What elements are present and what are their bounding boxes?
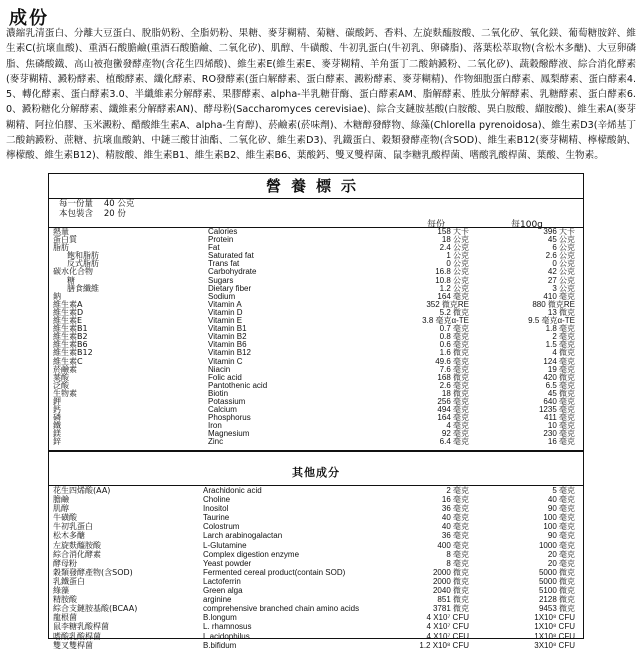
label-en: Pantothenic acid xyxy=(208,380,268,390)
label-zh: 綜合支鏈胺基酸(BCAA) xyxy=(53,604,138,614)
value-per-100g: 9453 微克 xyxy=(538,604,575,614)
value-per-serving: 3781 微克 xyxy=(432,604,469,614)
value-per-serving: 494 毫克 xyxy=(437,405,469,415)
label-en: Yeast powder xyxy=(203,558,252,568)
value-per-100g: 6 公克 xyxy=(552,243,575,253)
value-per-100g: 16 毫克 xyxy=(547,437,575,447)
label-zh: 蛋白質 xyxy=(53,235,77,245)
value-per-100g: 45 公克 xyxy=(547,235,575,245)
value-per-serving: 16 毫克 xyxy=(441,495,469,505)
ingredients-title: 成份 xyxy=(9,8,49,29)
value-per-100g: 9.5 毫克α-TE xyxy=(528,316,575,326)
label-zh: 菸鹼素 xyxy=(53,364,77,374)
label-zh: 鎂 xyxy=(53,429,61,439)
value-per-serving: 2.6 毫克 xyxy=(439,380,469,390)
label-en: comprehensive branched chain amino acids xyxy=(203,604,360,614)
label-zh: 糖 xyxy=(67,275,75,285)
table-row xyxy=(49,301,583,309)
value-per-serving: 0 公克 xyxy=(446,259,469,269)
value-per-100g: 3X10⁸ CFU xyxy=(534,640,575,650)
value-per-serving: 1.6 微克 xyxy=(439,348,469,358)
value-per-serving: 3.8 毫克α-TE xyxy=(422,316,469,326)
label-en: Phosphorus xyxy=(208,413,251,423)
label-zh: 鐵 xyxy=(53,421,61,431)
label-zh: 泛酸 xyxy=(53,380,69,390)
label-en: B.longum xyxy=(203,613,237,623)
label-en: Sodium xyxy=(208,291,236,301)
label-zh: 綠藻 xyxy=(53,586,69,596)
table-row xyxy=(49,333,583,341)
value-per-100g: 396 大卡 xyxy=(543,227,575,236)
label-zh: 鋅 xyxy=(53,437,61,447)
table-row xyxy=(49,260,583,268)
value-per-serving: 2000 微克 xyxy=(432,567,469,577)
nutrition-title: 營養標示 xyxy=(49,174,583,199)
value-per-100g: 2128 微克 xyxy=(538,595,575,605)
label-en: arginine xyxy=(203,595,232,605)
value-per-100g: 410 毫克 xyxy=(543,291,575,301)
table-row xyxy=(49,422,583,430)
table-row xyxy=(49,559,583,568)
label-zh: 維生素B6 xyxy=(53,340,88,350)
table-row xyxy=(49,228,583,236)
serving-info xyxy=(59,200,134,219)
label-en: Protein xyxy=(208,235,234,245)
label-zh: 雙叉雙桿菌 xyxy=(53,640,93,650)
label-zh: 維生素B12 xyxy=(53,348,93,358)
serving-size-label: 每一份量 xyxy=(59,199,94,209)
label-zh: 鈣 xyxy=(53,405,61,415)
value-per-100g: 1.5 毫克 xyxy=(545,340,575,350)
label-en: Calories xyxy=(208,227,238,236)
table-row xyxy=(49,613,583,622)
label-zh: 龍根菌 xyxy=(53,613,77,623)
label-en: Biotin xyxy=(208,388,229,398)
label-zh: 鼠李糖乳酸桿菌 xyxy=(53,622,109,632)
value-per-100g: 5100 微克 xyxy=(538,586,575,596)
value-per-100g: 1.8 毫克 xyxy=(545,324,575,334)
value-per-100g: 90 毫克 xyxy=(547,531,575,541)
label-en: Arachidonic acid xyxy=(203,486,262,495)
table-row xyxy=(49,285,583,293)
nutrition-panel xyxy=(48,173,584,650)
value-per-serving: 40 毫克 xyxy=(441,522,469,532)
label-en: Vitamin C xyxy=(208,356,243,366)
value-per-100g: 10 毫克 xyxy=(547,421,575,431)
value-per-100g: 2.6 公克 xyxy=(545,251,575,261)
table-row xyxy=(49,632,583,641)
servings-line xyxy=(59,210,134,220)
value-per-100g: 27 公克 xyxy=(547,275,575,285)
label-zh: 牛初乳蛋白 xyxy=(53,522,93,532)
label-zh: 酵母粉 xyxy=(53,558,77,568)
label-zh: 熱量 xyxy=(53,227,69,236)
table-row xyxy=(49,341,583,349)
table-row xyxy=(49,550,583,559)
label-en: Magnesium xyxy=(208,429,250,439)
table-row xyxy=(49,277,583,285)
value-per-serving: 8 毫克 xyxy=(446,549,469,559)
label-zh: 精胺酸 xyxy=(53,595,77,605)
value-per-serving: 7.6 毫克 xyxy=(439,364,469,374)
value-per-serving: 164 毫克 xyxy=(437,413,469,423)
value-per-100g: 42 公克 xyxy=(547,267,575,277)
table-row xyxy=(49,414,583,422)
label-en: Vitamin B1 xyxy=(208,324,247,334)
value-per-serving: 168 微克 xyxy=(437,372,469,382)
label-en: Zinc xyxy=(208,437,224,447)
table-row xyxy=(49,604,583,613)
value-per-serving: 256 毫克 xyxy=(437,396,469,406)
label-zh: 維生素D xyxy=(53,307,84,317)
label-en: Sugars xyxy=(208,275,234,285)
value-per-100g: 1X10⁸ CFU xyxy=(534,622,575,632)
value-per-serving: 1.2 X10⁸ CFU xyxy=(419,640,469,650)
label-zh: 花生四烯酸(AA) xyxy=(53,486,111,495)
label-en: Calcium xyxy=(208,405,237,415)
table-row xyxy=(49,486,583,495)
label-zh: 維生素A xyxy=(53,299,83,309)
value-per-100g: 1X10⁸ CFU xyxy=(534,613,575,623)
value-per-serving: 851 微克 xyxy=(437,595,469,605)
table-row xyxy=(49,438,583,446)
value-per-serving: 352 微克RE xyxy=(426,299,469,309)
value-per-100g: 420 微克 xyxy=(543,372,575,382)
label-en: L-Glutamine xyxy=(203,540,247,550)
label-zh: 維生素C xyxy=(53,356,83,366)
value-per-100g: 411 毫克 xyxy=(544,413,575,423)
col-per-100g-header: 每100g xyxy=(511,220,543,230)
label-en: Fat xyxy=(208,243,220,253)
value-per-100g: 640 毫克 xyxy=(543,396,575,406)
nutrition-rows xyxy=(49,227,583,447)
label-en: L.acidophilus xyxy=(203,631,250,641)
table-row xyxy=(49,349,583,357)
value-per-serving: 2.4 公克 xyxy=(439,243,469,253)
label-en: Choline xyxy=(203,495,231,505)
value-per-100g: 124 毫克 xyxy=(543,356,575,366)
label-zh: 左旋麩醯胺酸 xyxy=(53,540,101,550)
table-row xyxy=(49,325,583,333)
value-per-100g: 880 微克RE xyxy=(532,299,575,309)
value-per-serving: 4 X10⁷ CFU xyxy=(426,631,469,641)
label-en: Saturated fat xyxy=(208,251,254,261)
label-zh: 維生素E xyxy=(53,316,83,326)
other-title: 其他成分 xyxy=(292,466,340,479)
value-per-100g: 2 毫克 xyxy=(552,332,575,342)
table-row xyxy=(49,244,583,252)
label-en: Niacin xyxy=(208,364,231,374)
label-en: Carbohydrate xyxy=(208,267,257,277)
table-row xyxy=(49,513,583,522)
label-en: Fermented cereal product(contain SOD) xyxy=(203,567,346,577)
table-row xyxy=(49,622,583,631)
table-row xyxy=(49,309,583,317)
label-zh: 磷 xyxy=(53,413,61,423)
label-zh: 脂肪 xyxy=(53,243,69,253)
col-per-serving-header: 每份 xyxy=(427,220,446,230)
value-per-100g: 1X10⁸ CFU xyxy=(534,631,575,641)
value-per-100g: 40 毫克 xyxy=(547,495,575,505)
value-per-100g: 45 微克 xyxy=(547,388,575,398)
table-row xyxy=(49,268,583,276)
table-row xyxy=(49,366,583,374)
table-row xyxy=(49,390,583,398)
label-en: Trans fat xyxy=(208,259,240,269)
value-per-100g: 1000 毫克 xyxy=(538,540,575,550)
label-zh: 綜合消化酵素 xyxy=(53,549,101,559)
label-en: Folic acid xyxy=(208,372,242,382)
label-zh: 碳水化合物 xyxy=(53,267,93,277)
value-per-100g: 4 微克 xyxy=(552,348,575,358)
value-per-100g: 20 毫克 xyxy=(547,558,575,568)
value-per-serving: 1 公克 xyxy=(446,251,469,261)
value-per-serving: 8 毫克 xyxy=(446,558,469,568)
label-en: Vitamin B2 xyxy=(208,332,247,342)
value-per-serving: 2040 微克 xyxy=(432,586,469,596)
label-en: Dietary fiber xyxy=(208,283,252,293)
value-per-serving: 6.4 毫克 xyxy=(439,437,469,447)
label-en: Vitamin B6 xyxy=(208,340,247,350)
label-en: Vitamin B12 xyxy=(208,348,251,358)
value-per-100g: 230 毫克 xyxy=(543,429,575,439)
value-per-serving: 2000 微克 xyxy=(432,576,469,586)
label-zh: 葉酸 xyxy=(53,372,69,382)
table-row xyxy=(49,641,583,650)
table-row xyxy=(49,317,583,325)
value-per-serving: 400 毫克 xyxy=(437,540,469,550)
value-per-serving: 10.8 公克 xyxy=(435,275,469,285)
value-per-serving: 92 毫克 xyxy=(441,429,469,439)
value-per-serving: 0.7 毫克 xyxy=(439,324,469,334)
table-row xyxy=(49,504,583,513)
value-per-serving: 40 毫克 xyxy=(441,513,469,523)
servings-label: 本包裝含 xyxy=(59,208,94,219)
value-per-100g: 90 毫克 xyxy=(547,504,575,514)
label-en: Vitamin E xyxy=(208,316,243,326)
label-zh: 牛磺酸 xyxy=(53,513,77,523)
table-row xyxy=(49,522,583,531)
value-per-serving: 2 毫克 xyxy=(446,486,469,495)
value-per-100g: 6.5 毫克 xyxy=(545,380,575,390)
value-per-serving: 158 大卡 xyxy=(437,227,469,236)
table-row xyxy=(49,595,583,604)
table-row xyxy=(49,236,583,244)
value-per-serving: 18 公克 xyxy=(441,235,469,245)
label-en: L. rhamnosus xyxy=(203,622,252,632)
value-per-serving: 36 毫克 xyxy=(441,531,469,541)
label-zh: 鈉 xyxy=(53,291,61,301)
value-per-serving: 36 毫克 xyxy=(441,504,469,514)
value-per-100g: 19 毫克 xyxy=(547,364,575,374)
label-zh: 乳鐵蛋白 xyxy=(53,576,85,586)
table-row xyxy=(49,398,583,406)
label-en: Green alga xyxy=(203,586,243,596)
value-per-serving: 16.8 公克 xyxy=(435,267,469,277)
value-per-100g: 3 公克 xyxy=(552,283,575,293)
value-per-serving: 18 微克 xyxy=(441,388,469,398)
label-zh: 嗜酸乳酸桿菌 xyxy=(53,631,101,641)
serving-size-value: 40 公克 xyxy=(103,199,135,209)
table-row xyxy=(49,358,583,366)
label-en: Complex digestion enzyme xyxy=(203,549,300,559)
value-per-100g: 0 公克 xyxy=(552,259,575,269)
label-zh: 膽鹼 xyxy=(53,495,69,505)
value-per-100g: 13 微克 xyxy=(547,307,575,317)
table-row xyxy=(49,541,583,550)
table-row xyxy=(49,430,583,438)
label-zh: 鉀 xyxy=(53,396,61,406)
label-en: Taurine xyxy=(203,513,230,523)
table-row xyxy=(49,293,583,301)
value-per-serving: 4 X10⁷ CFU xyxy=(426,613,469,623)
value-per-serving: 0.6 毫克 xyxy=(439,340,469,350)
value-per-serving: 0.8 毫克 xyxy=(439,332,469,342)
table-row xyxy=(49,586,583,595)
label-en: B.bifidum xyxy=(203,640,237,650)
value-per-100g: 5000 微克 xyxy=(538,567,575,577)
value-per-100g: 1235 毫克 xyxy=(538,405,575,415)
label-en: Vitamin A xyxy=(208,299,242,309)
label-zh: 生物素 xyxy=(53,388,77,398)
label-zh: 反式脂肪 xyxy=(67,259,99,269)
servings-value: 20 份 xyxy=(103,208,126,219)
label-en: Inositol xyxy=(203,504,229,514)
table-row xyxy=(49,406,583,414)
value-per-serving: 49.6 毫克 xyxy=(435,356,469,366)
value-per-100g: 100 毫克 xyxy=(543,513,575,523)
table-row xyxy=(49,568,583,577)
label-en: Colostrum xyxy=(203,522,240,532)
table-row xyxy=(49,252,583,260)
value-per-serving: 164 毫克 xyxy=(437,291,469,301)
table-row xyxy=(49,495,583,504)
other-rows xyxy=(49,485,583,650)
value-per-serving: 1.2 公克 xyxy=(439,283,469,293)
value-per-100g: 100 毫克 xyxy=(543,522,575,532)
table-row xyxy=(49,382,583,390)
ingredients-list: 濃縮乳清蛋白、分離大豆蛋白、脫脂奶粉、全脂奶粉、果糖、麥芽糊精、菊糖、碳酸鈣、香料、左旋麩醯胺酸、二氧化矽、氧化鎂、葡萄糖胺鋅、維生素C(抗壞血酸)、重酒石酸膽鹼(重酒石酸膽鹼、二氧化矽)、肌醇、牛磺酸、牛初乳蛋白(牛初乳、卵磷脂)、落葉松萃取物(含松木多醣)、大豆卵磷脂、焦磷酸鐵、高山被孢黴發酵產物(含花生四烯酸)、維生素E(維生素E、麥芽糊精、羊角蛋丁二酸鈉澱粉、二氧化矽)、蔬穀醱酵液、綜合消化酵素(麥芽糊精、澱粉酵素、植酸酵素、纖化酵素、RO發酵素(蛋白解酵素、蛋白酵素、澱粉酵素、麥芽糊精)、作物細胞蛋白酵素、鳳梨酵素、蛋白酵素4.5、轉化酵素、蛋白酵素3.0、半纖維素分解酵素、果膠酵素、alpha-半乳糖苷酶、蛋白酵素AM、脂解酵素、胜肽分解酵素、乳糖酵素、蛋白酵素6.0、澱粉糖化分解酵素、纖維素分解酵素AN)、酵母粉(Saccharomyces cerevisiae)、綜合支鏈胺基酸(白胺酸、異白胺酸、纈胺酸)、維生素A(麥芽糊精、阿拉伯膠、玉米澱粉、醋酸維生素A、alpha-生育醇)、菸鹼素(菸味劑)、木糖醇發酵物、綠藻(Chlorella pyrenoidosa)、維生素D3(辛烯基丁二酸鈉澱粉、蔗糖、抗壞血酸鈉、中鏈三酸甘油酯、二氧化矽、維生素D3)、乳鐵蛋白、穀類發酵產物(含SOD)、維生素B12(麥芽糊精、檸檬酸鈉、檸檬酸、維生素B12)、精胺酸、維生素B1、維生素B2、維生素B6、葉酸鈣、雙叉雙桿菌、鼠李糖乳酸桿菌、嗜酸乳酸桿菌、葉酸、生物素。 xyxy=(6,28,636,162)
label-en: Vitamin D xyxy=(208,307,243,317)
label-en: Potassium xyxy=(208,396,246,406)
table-row xyxy=(49,577,583,586)
label-zh: 飽和脂肪 xyxy=(67,251,99,261)
label-en: Iron xyxy=(208,421,222,431)
label-en: Lactoferrin xyxy=(203,576,241,586)
value-per-100g: 5000 微克 xyxy=(538,576,575,586)
value-per-serving: 4 毫克 xyxy=(446,421,469,431)
section-divider xyxy=(49,450,583,452)
label-zh: 穀類發酵產物(含SOD) xyxy=(53,567,133,577)
value-per-100g: 20 毫克 xyxy=(547,549,575,559)
table-row xyxy=(49,531,583,540)
label-zh: 膳食纖維 xyxy=(67,283,99,293)
table-row xyxy=(49,374,583,382)
label-zh: 維生素B2 xyxy=(53,332,88,342)
value-per-100g: 5 毫克 xyxy=(552,486,575,495)
label-zh: 維生素B1 xyxy=(53,324,88,334)
value-per-serving: 5.2 微克 xyxy=(439,307,469,317)
label-en: Larch arabinogalactan xyxy=(203,531,283,541)
label-zh: 松木多醣 xyxy=(53,531,85,541)
label-zh: 肌醇 xyxy=(53,504,69,514)
value-per-serving: 4 X10⁷ CFU xyxy=(426,622,469,632)
